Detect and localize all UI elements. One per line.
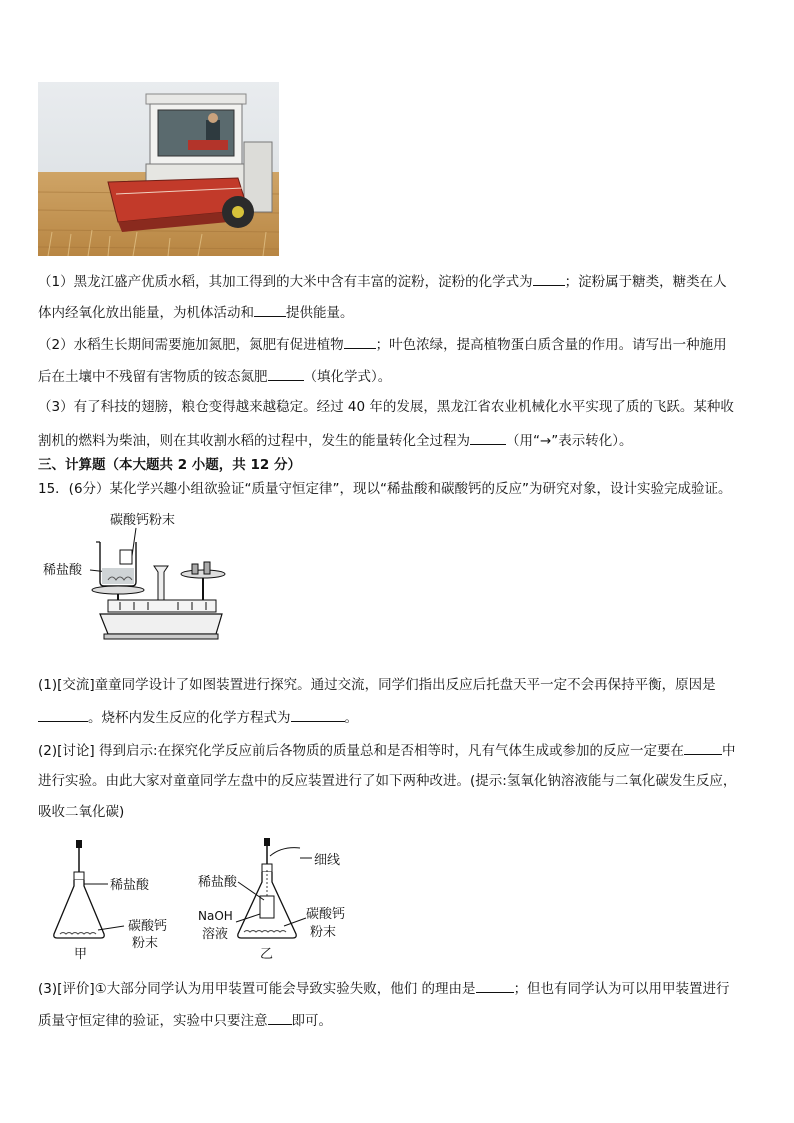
label-a-dilute-hcl: 稀盐酸	[110, 878, 150, 893]
label-apparatus-b: 乙	[260, 947, 274, 962]
q14-part3-line1: （3）有了科技的翅膀，粮仓变得越来越稳定。经过 40 年的发展，黑龙江省农业机械化水平实现了质的飞跃。某种收	[38, 399, 734, 415]
answer-blank[interactable]	[254, 302, 286, 317]
balance-apparatus-figure	[38, 510, 228, 642]
apparatus-a	[54, 840, 167, 962]
q15-part3-line2: 质量守恒定律的验证，实验中只要注意 即可。	[38, 1010, 332, 1030]
label-a-powder: 粉末	[132, 936, 159, 951]
label-apparatus-a: 甲	[74, 947, 88, 962]
q14-part1-line2: 体内经氧化放出能量，为机体活动和 提供能量。	[38, 302, 354, 322]
label-solution: 溶液	[202, 927, 229, 942]
q14-part1-line1: （1）黑龙江盛产优质水稻，其加工得到的大米中含有丰富的淀粉，淀粉的化学式为 ；淀粉属于糖类，糖类在人	[38, 271, 727, 291]
q14-part2-line1: （2）水稻生长期间需要施加氮肥，氮肥有促进植物 ；叶色浓绿，提高植物蛋白质含量的作用。请写出一种施用	[38, 334, 727, 354]
label-naoh: NaOH	[198, 909, 233, 923]
answer-blank[interactable]	[268, 1010, 292, 1025]
answer-blank[interactable]	[291, 707, 345, 722]
label-b-dilute-hcl: 稀盐酸	[198, 875, 238, 890]
label-dilute-hcl: 稀盐酸	[43, 563, 83, 578]
q15-part2-line3: 吸收二氧化碳)	[38, 804, 125, 820]
harvester-photo	[38, 82, 279, 256]
answer-blank[interactable]	[38, 707, 88, 722]
q15-part1-line1: (1)[交流]童童同学设计了如图装置进行探究。通过交流，同学们指出反应后托盘天平一定不会再保持平衡，原因是	[38, 677, 716, 693]
q15-stem: 15．(6分）某化学兴趣小组欲验证“质量守恒定律”，现以“稀盐酸和碳酸钙的反应”为研究对象，设计实验完成验证。	[38, 481, 732, 497]
answer-blank[interactable]	[344, 334, 376, 349]
q14-part2-line2: 后在土壤中不残留有害物质的铵态氮肥 （填化学式）。	[38, 366, 391, 386]
q14-part3-line2: 割机的燃料为柴油，则在其收割水稻的过程中，发生的能量转化全过程为 （用“→”表示转化）。	[38, 430, 633, 450]
label-a-caco3: 碳酸钙	[128, 919, 168, 934]
apparatus-b	[198, 838, 345, 962]
q15-part3-line1: (3)[评价]①大部分同学认为用甲装置可能会导致实验失败，他们 的理由是 ；但也有同学认为可以用甲装置进行	[38, 978, 730, 998]
q15-part2-line1: (2)[讨论] 得到启示:在探究化学反应前后各物质的质量总和是否相等时，凡有气体生成或参加的反应一定要在 中	[38, 740, 736, 760]
label-b-powder: 粉末	[310, 925, 337, 940]
q15-part1-line2: 。烧杯内发生反应的化学方程式为 。	[38, 707, 358, 727]
answer-blank[interactable]	[533, 271, 565, 286]
answer-blank[interactable]	[268, 366, 304, 381]
answer-blank[interactable]	[476, 978, 514, 993]
label-thread: 细线	[314, 853, 341, 868]
label-calcium-carbonate-powder: 碳酸钙粉末	[110, 513, 176, 528]
answer-blank[interactable]	[470, 430, 506, 445]
q15-part2-line2: 进行实验。由此大家对童童同学左盘中的反应装置进行了如下两种改进。(提示:氢氧化钠溶液能与二氧化碳发生反应，	[38, 773, 737, 789]
label-b-caco3: 碳酸钙	[306, 907, 346, 922]
section-heading: 三、计算题（本大题共 2 小题，共 12 分）	[38, 457, 301, 473]
improved-apparatus-figure	[38, 834, 368, 966]
answer-blank[interactable]	[684, 740, 722, 755]
